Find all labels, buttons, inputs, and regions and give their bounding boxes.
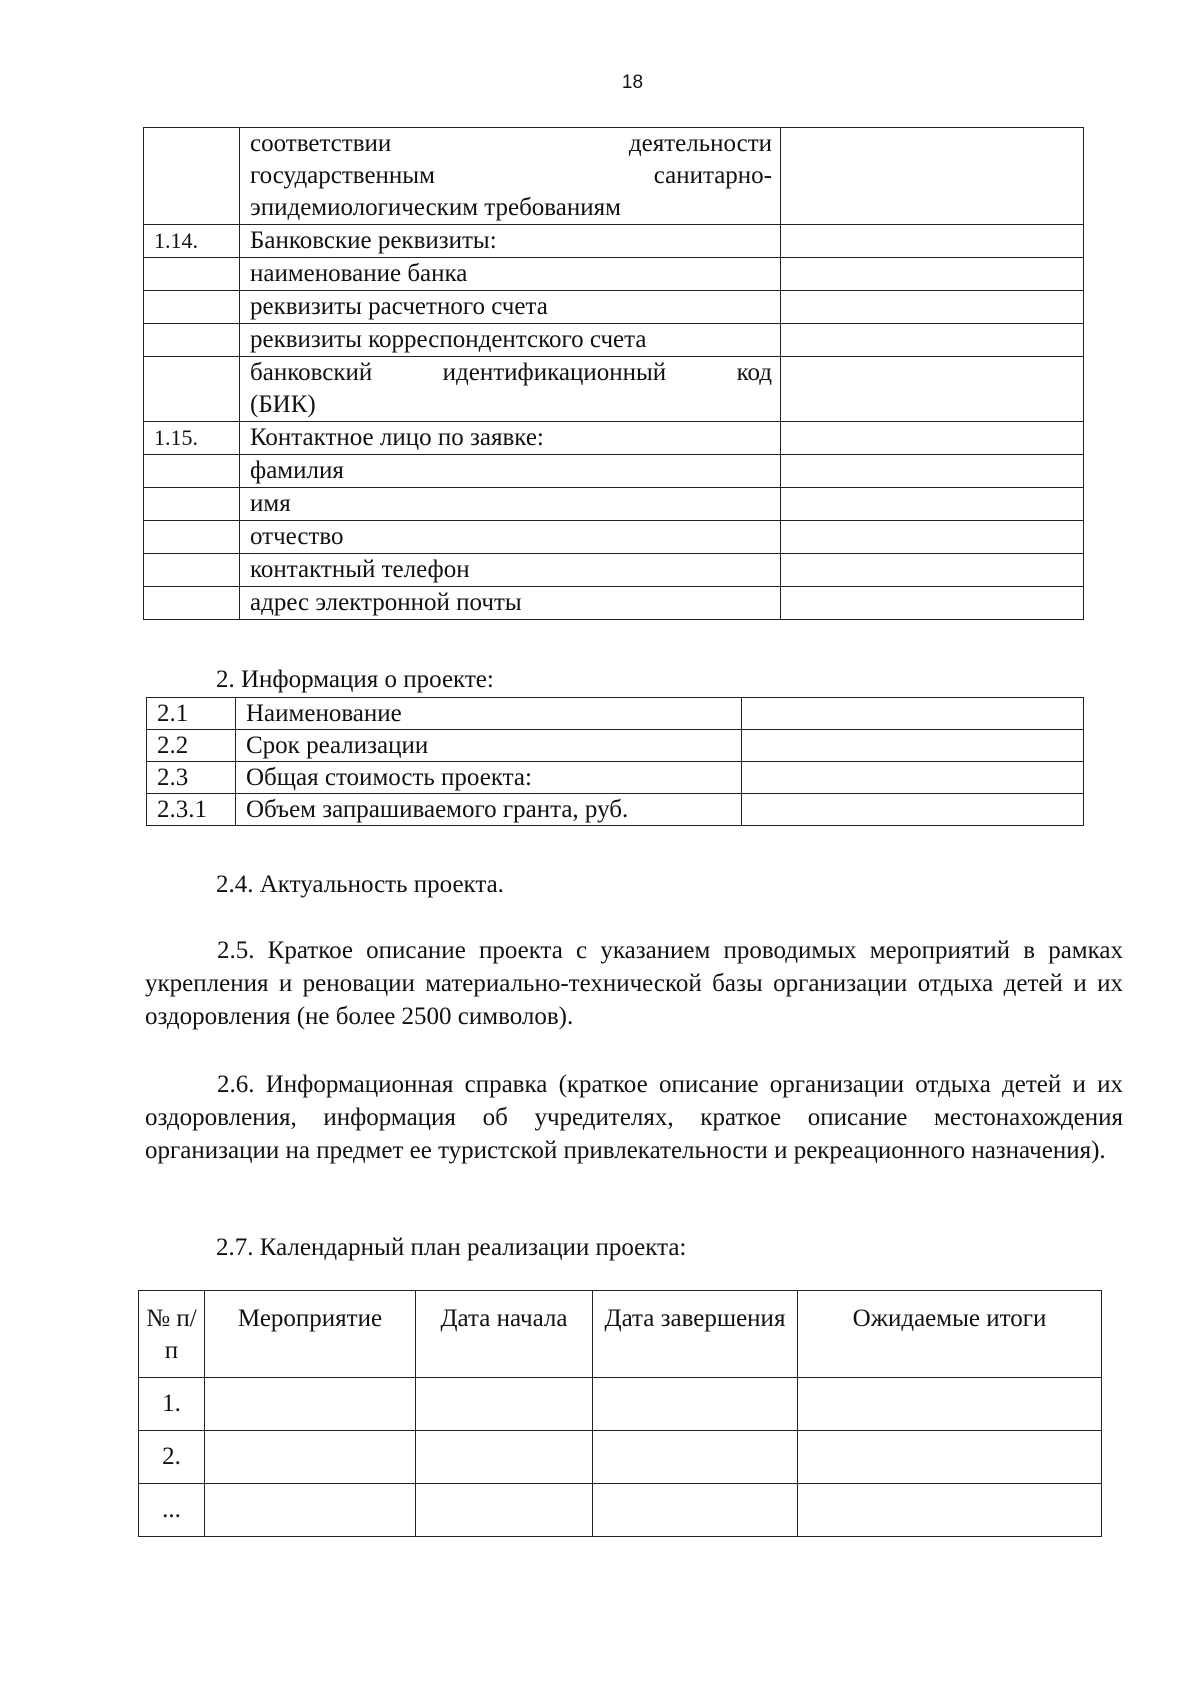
table-row bbox=[139, 1484, 1102, 1537]
table-row bbox=[147, 762, 1084, 794]
row-label: Объем запрашиваемого гранта, руб. bbox=[236, 794, 742, 826]
row-label-line: эпидемиологическим требованиям bbox=[250, 194, 621, 221]
row-value-cell[interactable] bbox=[742, 762, 1084, 794]
row-value-cell[interactable] bbox=[781, 357, 1084, 422]
paragraph-2-7: 2.7. Календарный план реализации проекта: bbox=[216, 1234, 687, 1261]
row-number bbox=[144, 521, 240, 554]
row-number bbox=[144, 587, 240, 620]
row-label-line: (БИК) bbox=[250, 391, 316, 418]
row-value-cell[interactable] bbox=[781, 128, 1084, 225]
table-row bbox=[144, 324, 1084, 357]
row-number bbox=[144, 455, 240, 488]
row-label bbox=[240, 455, 781, 488]
organization-details-table bbox=[143, 127, 1084, 620]
row-label bbox=[240, 554, 781, 587]
row-label-line: Контактное лицо по заявке: bbox=[250, 424, 544, 451]
row-label: Наименование bbox=[236, 698, 742, 730]
row-number bbox=[144, 324, 240, 357]
row-value-cell[interactable] bbox=[781, 324, 1084, 357]
row-label: Срок реализации bbox=[236, 730, 742, 762]
row-number bbox=[144, 291, 240, 324]
row-value-cell[interactable] bbox=[781, 554, 1084, 587]
table-row bbox=[144, 291, 1084, 324]
row-label bbox=[240, 587, 781, 620]
table-row bbox=[147, 730, 1084, 762]
row-label bbox=[240, 291, 781, 324]
paragraph-2-5: 2.5. Краткое описание проекта с указанием проводимых мероприятий в рамках укрепления и реновации материально-технической базы организации отдыха детей и их оздоровления (не более 2500 символов). bbox=[145, 937, 1123, 1030]
row-label-line: банковский идентификационный код bbox=[250, 359, 772, 386]
row-label-line: реквизиты расчетного счета bbox=[250, 293, 548, 320]
row-label bbox=[240, 324, 781, 357]
end-date-cell[interactable] bbox=[593, 1484, 798, 1537]
row-number: 1. bbox=[139, 1378, 205, 1431]
project-info-table bbox=[146, 697, 1084, 826]
activity-cell[interactable] bbox=[205, 1484, 416, 1537]
table-row bbox=[144, 128, 1084, 225]
row-label-line: имя bbox=[250, 490, 291, 517]
row-number: 2.3 bbox=[147, 762, 236, 794]
table-row bbox=[139, 1378, 1102, 1431]
row-label bbox=[240, 258, 781, 291]
row-label bbox=[240, 521, 781, 554]
row-value-cell[interactable] bbox=[781, 488, 1084, 521]
row-number bbox=[144, 357, 240, 422]
table-row bbox=[144, 225, 1084, 258]
expected-results-cell[interactable] bbox=[798, 1431, 1102, 1484]
row-label-line: адрес электронной почты bbox=[250, 589, 522, 616]
row-label-line: фамилия bbox=[250, 457, 344, 484]
page-number: 18 bbox=[621, 72, 644, 93]
row-label-line: соответствии деятельности bbox=[250, 130, 772, 157]
end-date-cell[interactable] bbox=[593, 1431, 798, 1484]
table-row bbox=[147, 794, 1084, 826]
header-start-date: Дата начала bbox=[416, 1291, 593, 1378]
row-label-line: наименование банка bbox=[250, 260, 468, 287]
row-value-cell[interactable] bbox=[742, 698, 1084, 730]
row-value-cell[interactable] bbox=[781, 455, 1084, 488]
row-value-cell[interactable] bbox=[742, 794, 1084, 826]
row-label bbox=[240, 357, 781, 422]
row-number bbox=[144, 554, 240, 587]
header-expected-results: Ожидаемые итоги bbox=[798, 1291, 1102, 1378]
table-row bbox=[144, 488, 1084, 521]
table-row bbox=[144, 554, 1084, 587]
start-date-cell[interactable] bbox=[416, 1431, 593, 1484]
table-row bbox=[144, 258, 1084, 291]
end-date-cell[interactable] bbox=[593, 1378, 798, 1431]
calendar-plan-table bbox=[138, 1290, 1102, 1537]
row-label-line: контактный телефон bbox=[250, 556, 470, 583]
paragraph-2-4: 2.4. Актуальность проекта. bbox=[216, 871, 504, 898]
row-label-line: Банковские реквизиты: bbox=[250, 227, 497, 254]
table-row bbox=[139, 1431, 1102, 1484]
row-number: ... bbox=[139, 1484, 205, 1537]
row-number: 1.14. bbox=[144, 225, 240, 258]
table-row bbox=[144, 587, 1084, 620]
expected-results-cell[interactable] bbox=[798, 1378, 1102, 1431]
row-number bbox=[144, 258, 240, 291]
table-row bbox=[144, 521, 1084, 554]
row-value-cell[interactable] bbox=[781, 225, 1084, 258]
calendar-plan-header-row bbox=[139, 1291, 1102, 1378]
row-number: 2.2 bbox=[147, 730, 236, 762]
activity-cell[interactable] bbox=[205, 1378, 416, 1431]
section-2-title: 2. Информация о проекте: bbox=[216, 666, 494, 693]
row-label bbox=[240, 225, 781, 258]
table-row bbox=[144, 455, 1084, 488]
row-number: 1.15. bbox=[144, 422, 240, 455]
row-number: 2. bbox=[139, 1431, 205, 1484]
header-end-date: Дата завершения bbox=[593, 1291, 798, 1378]
row-value-cell[interactable] bbox=[742, 730, 1084, 762]
row-number bbox=[144, 128, 240, 225]
header-activity: Мероприятие bbox=[205, 1291, 416, 1378]
start-date-cell[interactable] bbox=[416, 1378, 593, 1431]
row-value-cell[interactable] bbox=[781, 521, 1084, 554]
row-number: 2.1 bbox=[147, 698, 236, 730]
activity-cell[interactable] bbox=[205, 1431, 416, 1484]
row-label bbox=[240, 488, 781, 521]
row-label-line: отчество bbox=[250, 523, 344, 550]
header-number: № п/п bbox=[139, 1291, 205, 1378]
row-label-line: реквизиты корреспондентского счета bbox=[250, 326, 647, 353]
row-label bbox=[240, 422, 781, 455]
row-label bbox=[240, 128, 781, 225]
start-date-cell[interactable] bbox=[416, 1484, 593, 1537]
paragraph-2-6: 2.6. Информационная справка (краткое описание организации отдыха детей и их оздоровления, информация об учредителях, краткое описание местонахождения организации на предмет ее туристской привлекательности и рекреационного назначения). bbox=[145, 1071, 1123, 1164]
row-number bbox=[144, 488, 240, 521]
row-value-cell[interactable] bbox=[781, 422, 1084, 455]
expected-results-cell[interactable] bbox=[798, 1484, 1102, 1537]
table-row bbox=[144, 357, 1084, 422]
table-row bbox=[147, 698, 1084, 730]
row-label: Общая стоимость проекта: bbox=[236, 762, 742, 794]
row-value-cell[interactable] bbox=[781, 291, 1084, 324]
row-value-cell[interactable] bbox=[781, 258, 1084, 291]
row-number: 2.3.1 bbox=[147, 794, 236, 826]
table-row bbox=[144, 422, 1084, 455]
row-label-line: государственным санитарно- bbox=[250, 162, 772, 189]
row-value-cell[interactable] bbox=[781, 587, 1084, 620]
